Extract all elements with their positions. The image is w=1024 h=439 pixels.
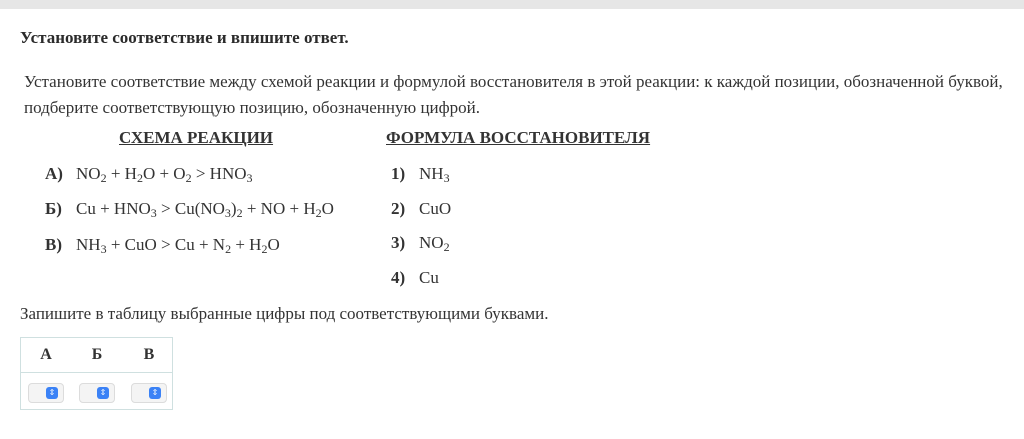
- row-key: 3): [391, 233, 406, 252]
- top-bar: [0, 0, 1024, 9]
- answer-select-v[interactable]: [131, 383, 167, 403]
- answer-table: [20, 337, 173, 410]
- reaction-row: [45, 235, 280, 256]
- reducer-row: [391, 233, 450, 254]
- up-down-arrows-icon: ⇕: [97, 387, 109, 399]
- reaction-formula: $Cu + HNO_3 > Cu(NO_3)_2$ + NO + $H_2O$: [76, 199, 334, 220]
- row-key: Б): [45, 199, 62, 218]
- answer-select-b[interactable]: [79, 383, 115, 403]
- row-key: 2): [391, 199, 406, 218]
- answer-header-b: Б: [91, 346, 103, 363]
- reducer-formula-header: ФОРМУЛА ВОССТАНОВИТЕЛЯ: [386, 128, 651, 147]
- up-down-arrows-icon: ⇕: [46, 387, 58, 399]
- up-down-arrows-icon: ⇕: [149, 387, 161, 399]
- instruction-text: Запишите в таблицу выбранные цифры под соответствующими буквами.: [20, 304, 549, 323]
- answer-header-a: А: [40, 346, 52, 363]
- reducer-row: [391, 268, 439, 288]
- row-key: А): [45, 164, 63, 183]
- reducer-formula: $NH_3$: [419, 164, 450, 185]
- task-title: Установите соответствие и впишите ответ.: [20, 28, 349, 47]
- row-key: 4): [391, 268, 406, 287]
- reducer-formula: CuO: [419, 199, 452, 218]
- task-text: Установите соответствие между схемой реакции и формулой восстановителя в этой реакции: к каждой позиции, обозначенной буквой, подберите соответствующую позицию, обозначенную цифрой.: [24, 72, 1003, 117]
- answer-select-a[interactable]: [28, 383, 64, 403]
- reducer-formula: $NO_2$: [419, 233, 450, 254]
- reducer-row: [391, 164, 450, 185]
- row-key: 1): [391, 164, 406, 183]
- reducer-row: [391, 199, 452, 219]
- reaction-formula: $NH_3$ + CuO > $Cu + N_2 + H_2O$: [76, 235, 280, 256]
- table-divider: [21, 372, 172, 373]
- reaction-scheme-header: СХЕМА РЕАКЦИИ: [119, 128, 274, 147]
- reaction-formula: $NO_2 + H_2O + O_2 > HNO_3$: [76, 164, 253, 185]
- reaction-row: [45, 164, 253, 185]
- row-key: В): [45, 235, 62, 254]
- reaction-row: [45, 199, 334, 220]
- answer-header-v: В: [143, 346, 155, 363]
- reducer-formula: Cu: [419, 268, 439, 287]
